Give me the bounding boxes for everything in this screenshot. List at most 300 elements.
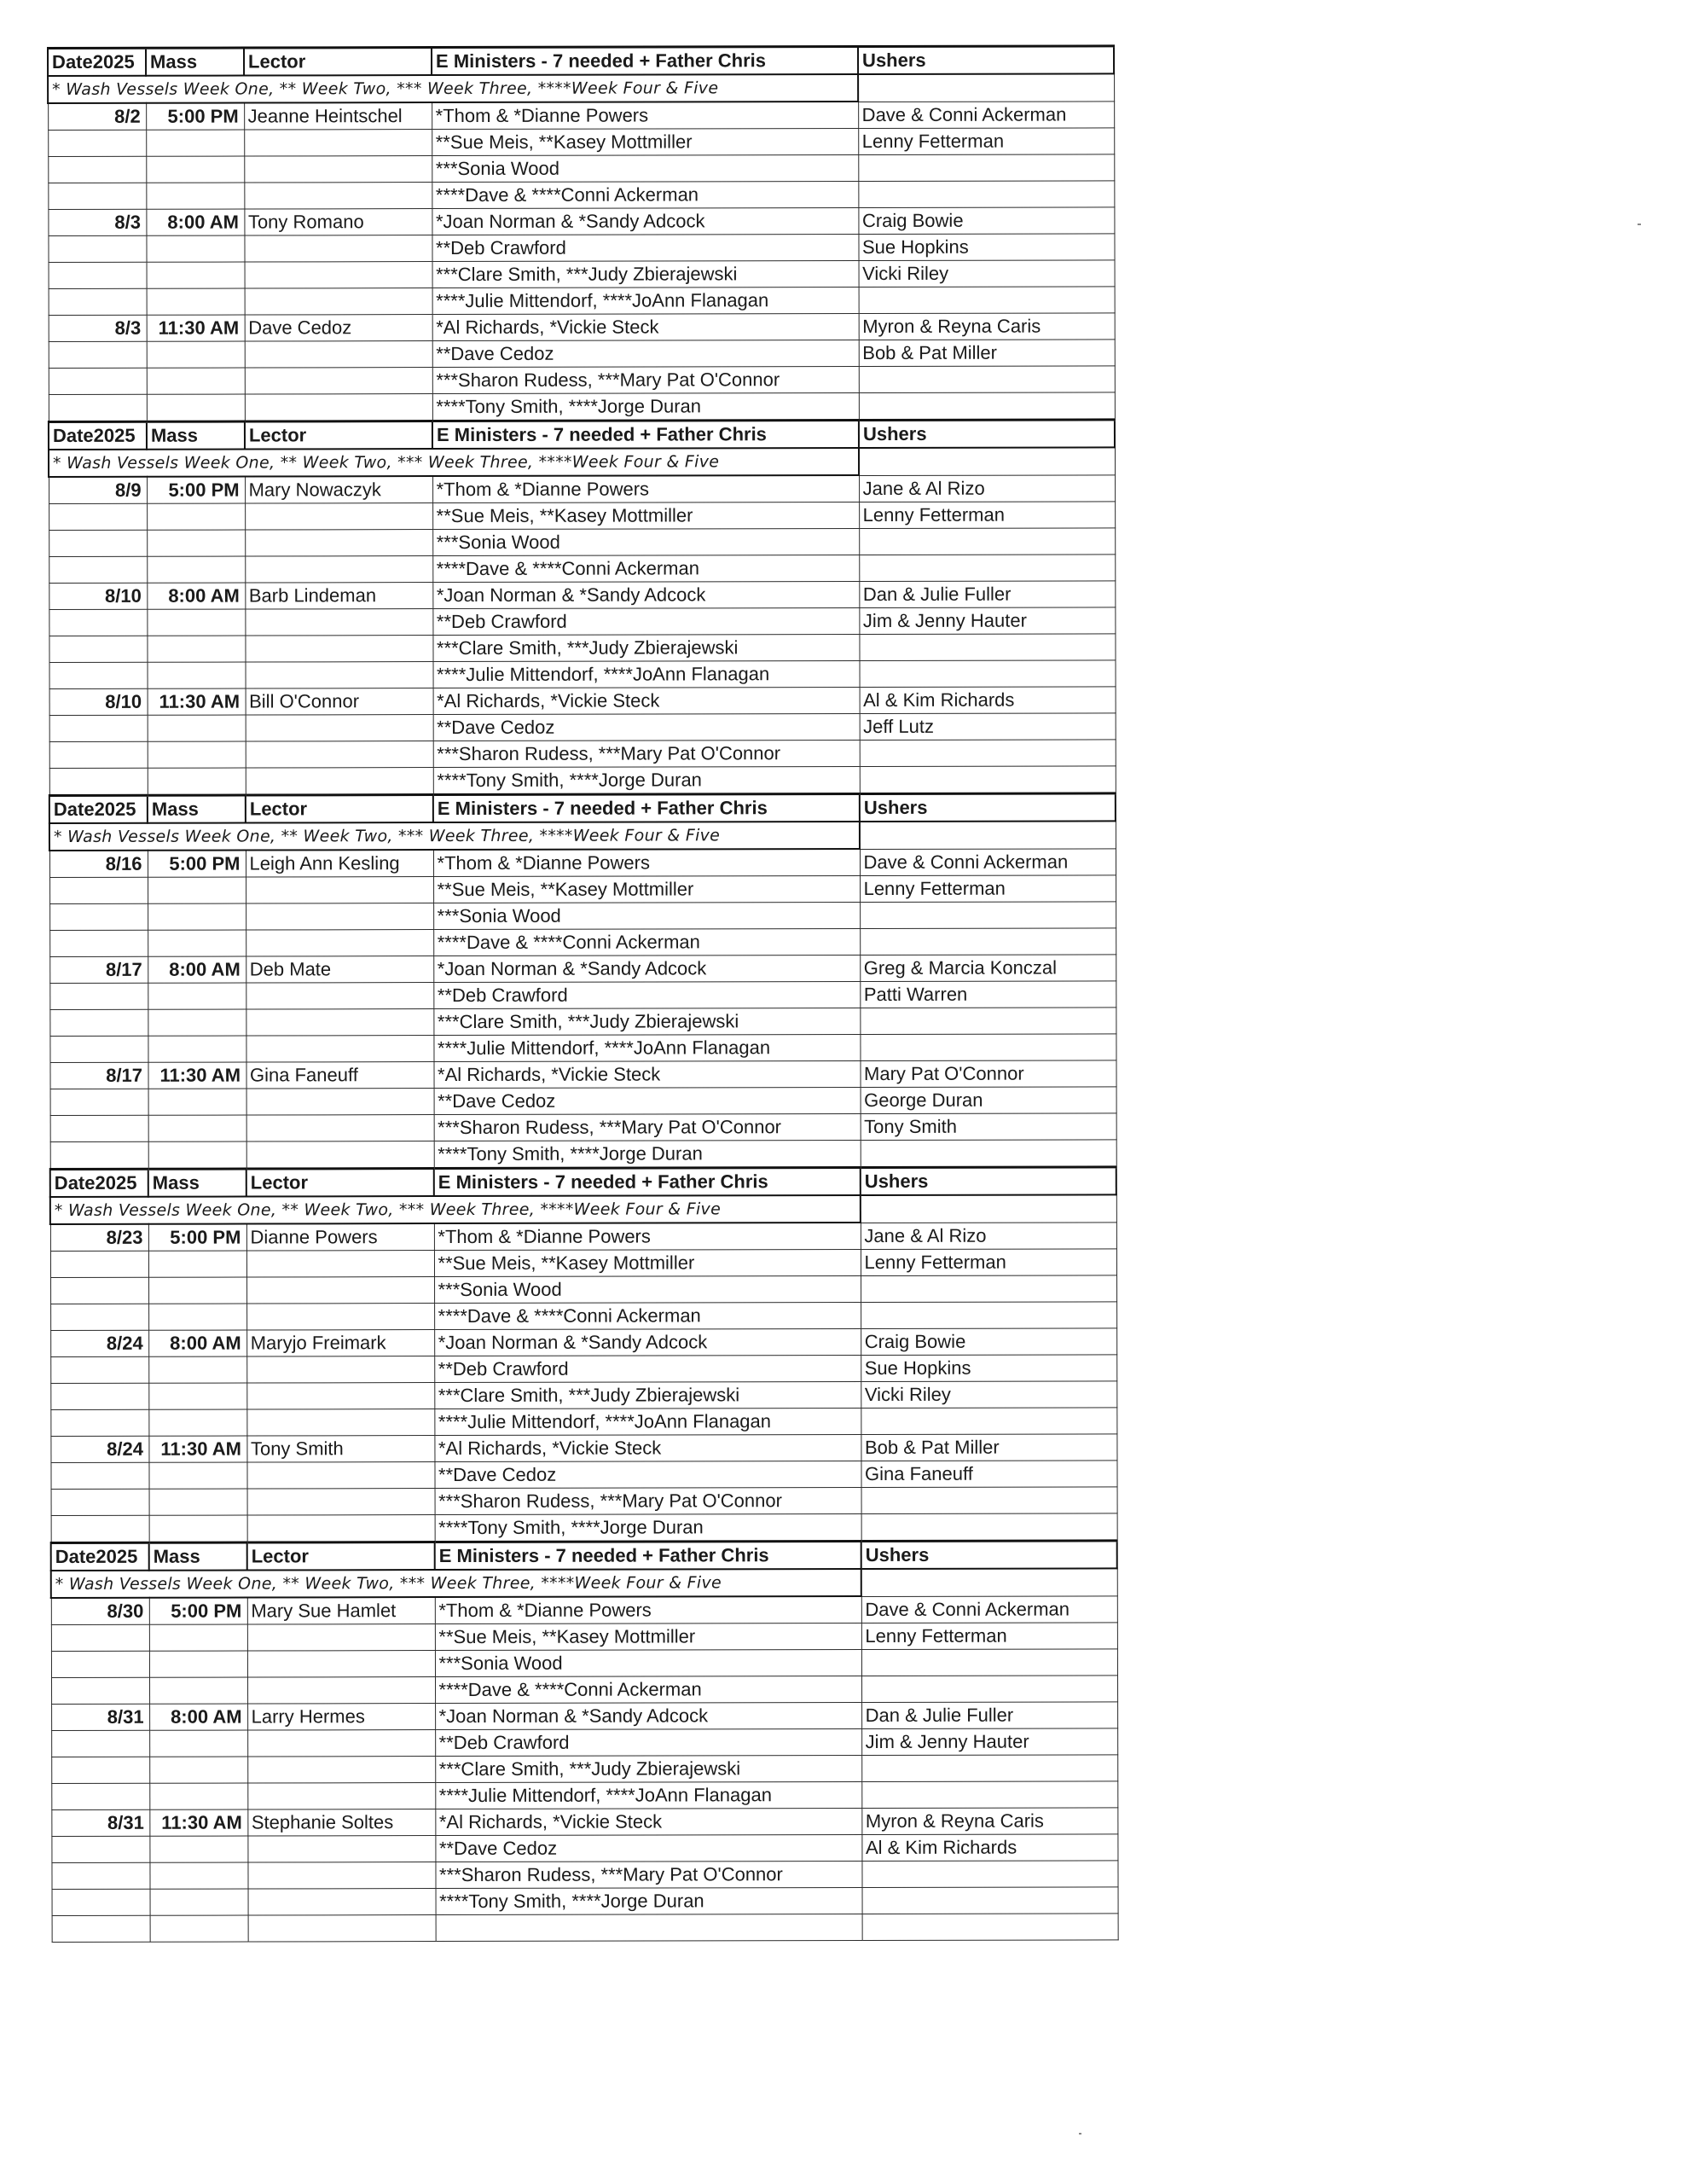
empty-cell: [148, 1009, 246, 1036]
empty-cell: [50, 1409, 148, 1436]
table-row: [49, 555, 1115, 584]
lector-cell: Deb Mate: [246, 956, 433, 983]
empty-cell: [148, 715, 246, 741]
usher-cell: Jim & Jenny Hauter: [859, 607, 1115, 635]
empty-cell: [50, 1141, 148, 1169]
usher-cell: Vicki Riley: [861, 1381, 1116, 1409]
empty-cell: [246, 1089, 434, 1115]
empty-cell: [247, 1677, 435, 1704]
wash-vessels-note: * Wash Vessels Week One, ** Week Two, *** Week Three, ****Week Four & Five: [51, 1569, 861, 1598]
usher-cell: Dave & Conni Ackerman: [860, 848, 1116, 875]
usher-cell: Al & Kim Richards: [860, 687, 1116, 714]
date-cell: 8/3: [48, 209, 146, 235]
header-lector: Lector: [244, 48, 432, 76]
header-ushers: Ushers: [861, 1541, 1117, 1569]
empty-cell: [148, 1141, 246, 1169]
table-row: [49, 287, 1115, 316]
empty-cell: [862, 1914, 1118, 1940]
empty-cell: [245, 530, 432, 556]
empty-cell: [49, 503, 147, 530]
minister-cell: **Deb Crawford: [433, 982, 860, 1009]
empty-cell: [146, 156, 244, 183]
usher-cell: Craig Bowie: [858, 207, 1114, 235]
table-row: [50, 1113, 1116, 1142]
table-row: [50, 1275, 1116, 1304]
usher-cell: [860, 928, 1116, 956]
empty-cell: [147, 394, 245, 421]
usher-cell: [858, 154, 1114, 182]
table-row: [49, 581, 1115, 610]
empty-cell: [245, 341, 432, 368]
usher-cell: [859, 287, 1115, 314]
table-row: [49, 260, 1115, 289]
usher-cell: Greg & Marcia Konczal: [860, 955, 1116, 982]
empty-cell: [49, 394, 147, 421]
table-row: [49, 1060, 1116, 1089]
header-lector: Lector: [246, 795, 433, 823]
empty-cell: [858, 73, 1114, 102]
usher-cell: Lenny Fetterman: [860, 875, 1116, 903]
usher-cell: [861, 1140, 1116, 1168]
usher-cell: [860, 902, 1116, 929]
mass-time-cell: 11:30 AM: [148, 688, 246, 715]
usher-cell: [861, 1302, 1116, 1329]
minister-cell: *Joan Norman & *Sandy Adcock: [432, 208, 858, 235]
lector-cell: Bill O'Connor: [246, 688, 433, 715]
lector-cell: Jeanne Heintschel: [244, 102, 432, 130]
header-ushers: Ushers: [861, 1167, 1116, 1195]
header-eministers: E Ministers - 7 needed + Father Chris: [432, 47, 858, 76]
date-cell: 8/17: [49, 1062, 148, 1089]
empty-cell: [246, 1277, 434, 1304]
empty-cell: [51, 1783, 149, 1809]
table-row: [51, 1513, 1117, 1543]
usher-cell: [861, 1649, 1117, 1676]
usher-cell: [861, 1513, 1117, 1542]
usher-cell: Bob & Pat Miller: [859, 340, 1115, 367]
table-row: [51, 1808, 1117, 1837]
table-row: [48, 101, 1114, 130]
minister-cell: ****Tony Smith, ****Jorge Duran: [433, 767, 860, 795]
usher-cell: [859, 528, 1115, 555]
minister-cell: ***Clare Smith, ***Judy Zbierajewski: [434, 1382, 861, 1409]
minister-cell: **Sue Meis, **Kasey Mottmiller: [432, 129, 858, 156]
header-eministers: E Ministers - 7 needed + Father Chris: [433, 794, 860, 823]
table-row: [51, 1755, 1117, 1784]
empty-cell: [859, 447, 1115, 475]
date-cell: 8/31: [51, 1704, 149, 1730]
empty-cell: [244, 235, 432, 262]
empty-cell: [245, 262, 432, 288]
empty-cell: [49, 741, 148, 768]
usher-cell: [860, 1008, 1116, 1035]
table-row: [49, 902, 1116, 931]
header-mass: Mass: [147, 421, 245, 450]
header-row: [49, 793, 1116, 823]
table-row: [51, 1487, 1117, 1516]
usher-cell: [860, 766, 1116, 794]
lector-cell: Stephanie Soltes: [247, 1809, 435, 1836]
usher-cell: Dave & Conni Ackerman: [861, 1595, 1117, 1623]
minister-cell: **Deb Crawford: [435, 1729, 861, 1757]
empty-cell: [147, 556, 245, 583]
empty-cell: [148, 930, 246, 956]
empty-cell: [49, 930, 148, 956]
empty-cell: [149, 1651, 247, 1677]
empty-cell: [148, 1277, 246, 1304]
header-date: Date2025: [50, 1169, 148, 1197]
mass-time-cell: 11:30 AM: [148, 1436, 246, 1462]
usher-cell: Myron & Reyna Caris: [861, 1808, 1117, 1835]
mass-time-cell: 5:00 PM: [148, 1224, 246, 1252]
table-row: [50, 1302, 1116, 1331]
minister-cell: *Thom & *Dianne Powers: [434, 1223, 861, 1251]
empty-cell: [49, 715, 148, 741]
empty-cell: [147, 609, 245, 636]
table-row: [51, 1728, 1117, 1757]
scan-speck: [1638, 224, 1641, 225]
empty-cell: [148, 903, 246, 930]
empty-cell: [247, 1624, 435, 1651]
empty-cell: [147, 288, 245, 315]
table-row: [51, 1702, 1117, 1731]
empty-cell: [247, 1651, 435, 1677]
usher-cell: Dan & Julie Fuller: [859, 581, 1115, 608]
empty-cell: [147, 341, 245, 368]
usher-cell: Lenny Fetterman: [858, 128, 1114, 155]
empty-cell: [246, 1115, 434, 1141]
note-row: [49, 821, 1116, 851]
empty-cell: [51, 1730, 149, 1757]
empty-cell: [244, 130, 432, 156]
date-cell: 8/3: [49, 315, 147, 341]
minister-cell: ***Clare Smith, ***Judy Zbierajewski: [432, 261, 859, 288]
empty-cell: [48, 156, 146, 183]
minister-cell: **Dave Cedoz: [435, 1835, 861, 1862]
header-mass: Mass: [146, 48, 244, 76]
empty-cell: [49, 288, 147, 315]
table-row: [50, 1328, 1116, 1357]
empty-cell: [246, 1462, 434, 1489]
mass-time-cell: 8:00 AM: [149, 1704, 247, 1730]
empty-cell: [51, 1651, 149, 1677]
schedule-body: [48, 46, 1118, 1942]
mass-time-cell: 8:00 AM: [146, 209, 244, 235]
empty-cell: [248, 1915, 436, 1942]
minister-cell: *Al Richards, *Vickie Steck: [434, 1435, 861, 1462]
table-row: [49, 875, 1116, 904]
empty-cell: [861, 1194, 1116, 1223]
empty-cell: [245, 288, 432, 315]
table-row: [49, 313, 1115, 342]
table-row: [51, 1676, 1117, 1705]
header-lector: Lector: [245, 421, 432, 450]
table-row: [51, 1834, 1117, 1863]
table-row: [50, 1140, 1116, 1170]
note-row: [49, 447, 1115, 477]
empty-cell: [246, 1304, 434, 1330]
note-row: [50, 1194, 1116, 1224]
table-row: [49, 1008, 1116, 1037]
header-row: [48, 46, 1114, 76]
scan-speck: [1079, 2133, 1081, 2135]
usher-cell: Jane & Al Rizo: [861, 1222, 1116, 1249]
empty-cell: [50, 1462, 148, 1489]
minister-cell: ***Clare Smith, ***Judy Zbierajewski: [435, 1756, 861, 1783]
empty-cell: [247, 1836, 435, 1862]
minister-cell: ***Sharon Rudess, ***Mary Pat O'Connor: [434, 1114, 861, 1141]
empty-cell: [247, 1862, 435, 1889]
date-cell: 8/10: [49, 688, 148, 715]
table-row: [50, 1434, 1116, 1463]
minister-cell: *Al Richards, *Vickie Steck: [432, 314, 859, 341]
minister-cell: ****Tony Smith, ****Jorge Duran: [432, 393, 859, 421]
empty-cell: [51, 1489, 149, 1515]
minister-cell: ****Tony Smith, ****Jorge Duran: [436, 1888, 862, 1915]
table-row: [51, 1623, 1117, 1652]
wash-vessels-note: * Wash Vessels Week One, ** Week Two, *** Week Three, ****Week Four & Five: [50, 1195, 861, 1224]
empty-cell: [246, 715, 433, 741]
empty-cell: [49, 556, 147, 583]
empty-cell: [436, 1914, 862, 1942]
usher-cell: [861, 1408, 1116, 1435]
empty-cell: [245, 368, 432, 394]
minister-cell: ****Dave & ****Conni Ackerman: [435, 1676, 861, 1704]
usher-cell: Jeff Lutz: [860, 713, 1116, 741]
empty-cell: [49, 530, 147, 556]
date-cell: 8/10: [49, 583, 147, 609]
usher-cell: [859, 634, 1115, 661]
header-ushers: Ushers: [860, 793, 1116, 822]
table-row: [48, 207, 1114, 236]
mass-time-cell: 5:00 PM: [149, 1598, 247, 1625]
usher-cell: Patti Warren: [860, 981, 1116, 1008]
usher-cell: Jane & Al Rizo: [859, 474, 1115, 502]
header-mass: Mass: [148, 1169, 246, 1197]
minister-cell: ****Tony Smith, ****Jorge Duran: [435, 1514, 861, 1542]
table-row: [51, 1595, 1117, 1624]
empty-cell: [148, 877, 246, 903]
table-row: [49, 340, 1115, 369]
minister-cell: ****Julie Mittendorf, ****JoAnn Flanagan: [433, 1035, 860, 1062]
usher-cell: Vicki Riley: [859, 260, 1115, 288]
minister-cell: ***Sharon Rudess, ***Mary Pat O'Connor: [433, 741, 860, 768]
empty-cell: [246, 1409, 434, 1436]
table-row: [49, 366, 1115, 395]
empty-cell: [52, 1915, 150, 1942]
empty-cell: [148, 1462, 246, 1489]
table-row: [49, 713, 1116, 742]
empty-cell: [245, 556, 432, 583]
usher-cell: Bob & Pat Miller: [861, 1434, 1116, 1461]
empty-cell: [49, 368, 147, 394]
empty-cell: [246, 768, 433, 795]
empty-cell: [148, 1383, 246, 1409]
table-row: [49, 528, 1115, 557]
table-row: [49, 634, 1115, 663]
table-row: [50, 1461, 1116, 1490]
lector-cell: Larry Hermes: [247, 1704, 435, 1730]
empty-cell: [51, 1677, 149, 1704]
empty-cell: [149, 1677, 247, 1704]
minister-cell: **Sue Meis, **Kasey Mottmiller: [435, 1623, 861, 1651]
minister-cell: ***Clare Smith, ***Judy Zbierajewski: [433, 1008, 860, 1036]
table-row: [48, 128, 1114, 157]
empty-cell: [49, 609, 147, 636]
empty-cell: [52, 1889, 150, 1915]
date-cell: 8/2: [48, 103, 146, 131]
empty-cell: [146, 130, 244, 156]
header-lector: Lector: [247, 1542, 435, 1571]
header-eministers: E Ministers - 7 needed + Father Chris: [435, 1542, 861, 1571]
minister-cell: **Sue Meis, **Kasey Mottmiller: [432, 502, 859, 530]
empty-cell: [51, 1757, 149, 1783]
lector-cell: Mary Sue Hamlet: [247, 1597, 435, 1624]
empty-cell: [149, 1489, 247, 1515]
empty-cell: [149, 1730, 247, 1757]
usher-cell: Jim & Jenny Hauter: [861, 1728, 1117, 1756]
minister-cell: ****Dave & ****Conni Ackerman: [434, 1303, 861, 1330]
table-row: [52, 1914, 1118, 1942]
table-row: [50, 1087, 1116, 1116]
header-date: Date2025: [51, 1542, 149, 1571]
header-row: [51, 1541, 1117, 1571]
table-row: [48, 181, 1114, 210]
mass-time-cell: 11:30 AM: [148, 1062, 246, 1089]
empty-cell: [148, 1356, 246, 1383]
usher-cell: Dave & Conni Ackerman: [858, 101, 1114, 128]
lector-cell: Dianne Powers: [246, 1223, 434, 1251]
usher-cell: [861, 1676, 1117, 1703]
empty-cell: [245, 609, 432, 636]
schedule-table: [47, 44, 1119, 1942]
empty-cell: [149, 1624, 247, 1651]
header-mass: Mass: [149, 1542, 247, 1571]
empty-cell: [50, 1356, 148, 1383]
empty-cell: [860, 821, 1116, 849]
usher-cell: [858, 181, 1114, 208]
empty-cell: [50, 1115, 148, 1141]
empty-cell: [50, 1383, 148, 1409]
table-row: [48, 234, 1114, 263]
empty-cell: [150, 1915, 248, 1942]
date-cell: 8/16: [49, 851, 148, 878]
empty-cell: [48, 235, 146, 262]
usher-cell: [860, 1034, 1116, 1061]
minister-cell: ***Sonia Wood: [432, 155, 858, 183]
empty-cell: [49, 877, 148, 903]
lector-cell: Dave Cedoz: [245, 315, 432, 341]
minister-cell: **Dave Cedoz: [432, 340, 859, 368]
date-cell: 8/24: [50, 1436, 148, 1462]
table-row: [49, 1034, 1116, 1063]
date-cell: 8/23: [50, 1224, 148, 1252]
empty-cell: [148, 1304, 246, 1330]
empty-cell: [246, 877, 433, 903]
header-ushers: Ushers: [859, 420, 1115, 448]
usher-cell: Mary Pat O'Connor: [860, 1060, 1116, 1088]
empty-cell: [148, 1089, 246, 1115]
empty-cell: [149, 1836, 247, 1862]
usher-cell: [861, 1275, 1116, 1303]
empty-cell: [148, 1115, 246, 1141]
empty-cell: [49, 636, 147, 662]
wash-vessels-note: * Wash Vessels Week One, ** Week Two, *** Week Three, ****Week Four & Five: [48, 74, 858, 103]
empty-cell: [245, 394, 432, 421]
minister-cell: ****Julie Mittendorf, ****JoAnn Flanagan: [432, 288, 859, 315]
lector-cell: Mary Nowaczyk: [245, 476, 432, 503]
minister-cell: *Thom & *Dianne Powers: [432, 102, 858, 130]
empty-cell: [246, 1251, 434, 1277]
usher-cell: [861, 1781, 1117, 1809]
empty-cell: [148, 1251, 246, 1277]
minister-cell: ***Sonia Wood: [433, 903, 860, 930]
lector-cell: Tony Smith: [246, 1436, 434, 1462]
usher-cell: [862, 1887, 1118, 1914]
minister-cell: **Dave Cedoz: [433, 714, 860, 741]
empty-cell: [244, 156, 432, 183]
usher-cell: [859, 366, 1115, 393]
empty-cell: [49, 262, 147, 288]
date-cell: 8/9: [49, 477, 147, 504]
minister-cell: *Thom & *Dianne Powers: [433, 849, 860, 877]
mass-time-cell: 8:00 AM: [148, 1330, 246, 1356]
table-row: [49, 687, 1116, 716]
empty-cell: [148, 768, 246, 795]
date-cell: 8/24: [50, 1330, 148, 1356]
empty-cell: [246, 1141, 434, 1169]
table-row: [49, 660, 1116, 689]
minister-cell: ***Sharon Rudess, ***Mary Pat O'Connor: [432, 367, 859, 394]
empty-cell: [147, 503, 245, 530]
minister-cell: *Thom & *Dianne Powers: [435, 1596, 861, 1624]
usher-cell: Tony Smith: [861, 1113, 1116, 1141]
table-row: [49, 740, 1116, 769]
usher-cell: [861, 1487, 1117, 1514]
minister-cell: **Deb Crawford: [434, 1356, 861, 1383]
wash-vessels-note: * Wash Vessels Week One, ** Week Two, *** Week Three, ****Week Four & Five: [49, 448, 859, 477]
usher-cell: [861, 1861, 1117, 1888]
empty-cell: [244, 183, 432, 209]
lector-cell: Gina Faneuff: [246, 1062, 433, 1089]
note-row: [51, 1568, 1117, 1598]
usher-cell: Al & Kim Richards: [861, 1834, 1117, 1862]
header-date: Date2025: [49, 421, 147, 450]
table-row: [50, 1355, 1116, 1384]
date-cell: 8/17: [49, 956, 148, 983]
usher-cell: Lenny Fetterman: [861, 1249, 1116, 1276]
empty-cell: [246, 983, 433, 1009]
minister-cell: *Al Richards, *Vickie Steck: [435, 1809, 861, 1836]
empty-cell: [50, 1304, 148, 1330]
empty-cell: [246, 903, 433, 930]
empty-cell: [50, 1277, 148, 1304]
table-row: [49, 502, 1115, 531]
table-row: [50, 1249, 1116, 1278]
minister-cell: **Deb Crawford: [432, 235, 858, 262]
empty-cell: [148, 983, 246, 1009]
usher-cell: Myron & Reyna Caris: [859, 313, 1115, 340]
empty-cell: [245, 636, 432, 662]
empty-cell: [247, 1757, 435, 1783]
minister-cell: **Dave Cedoz: [434, 1461, 861, 1489]
minister-cell: **Sue Meis, **Kasey Mottmiller: [434, 1250, 861, 1277]
empty-cell: [247, 1489, 435, 1515]
mass-time-cell: 8:00 AM: [147, 583, 245, 609]
table-row: [49, 981, 1116, 1010]
date-cell: 8/31: [51, 1809, 149, 1836]
minister-cell: ****Dave & ****Conni Ackerman: [432, 182, 858, 209]
